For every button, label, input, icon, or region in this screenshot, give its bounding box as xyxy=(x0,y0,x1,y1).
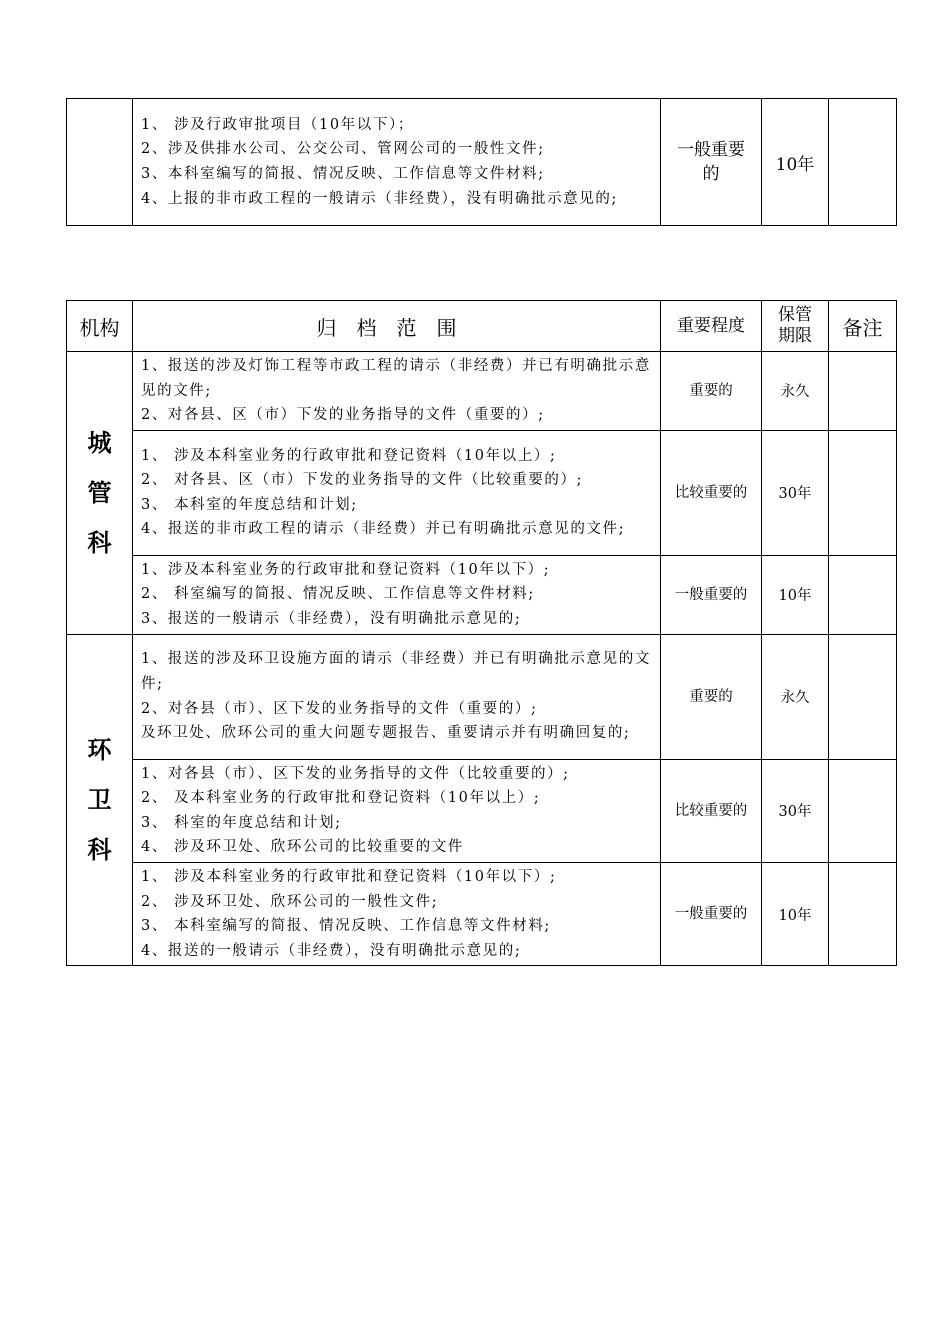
header-row xyxy=(67,301,897,352)
level-cell: 一般重要的 xyxy=(661,862,762,965)
scope-item: 1、 涉及本科室业务的行政审批和登记资料（10年以下）; xyxy=(141,868,557,885)
table-row xyxy=(67,352,897,431)
header-period-cell xyxy=(762,301,829,352)
level-text: 一般重要的 xyxy=(677,140,745,184)
scope-cell xyxy=(133,634,661,759)
scope-item: 4、报送的一般请示（非经费），没有明确批示意见的; xyxy=(141,942,522,959)
period-cell: 30年 xyxy=(762,430,829,555)
scope-cell xyxy=(133,555,661,634)
period-cell: 永久 xyxy=(762,634,829,759)
table-row xyxy=(67,862,897,965)
scope-cell xyxy=(133,862,661,965)
table-row xyxy=(67,634,897,759)
level-cell: 一般重要的 xyxy=(661,555,762,634)
scope-cell xyxy=(133,352,661,431)
level-cell: 比较重要的 xyxy=(661,430,762,555)
scope-item: 2、 涉及环卫处、欣环公司的一般性文件; xyxy=(141,893,439,910)
header-period: 保管期限 xyxy=(778,305,812,346)
scope-cell xyxy=(133,99,661,226)
scope-item: 2、 对各县、区（市）下发的业务指导的文件（比较重要的）; xyxy=(141,472,584,489)
note-cell xyxy=(829,759,897,862)
note-cell xyxy=(829,555,897,634)
scope-item: 4、上报的非市政工程的一般请示（非经费），没有明确批示意见的; xyxy=(141,190,618,207)
scope-item: 2、 及本科室业务的行政审批和登记资料（10年以上）; xyxy=(141,790,541,807)
scope-item: 1、 涉及本科室业务的行政审批和登记资料（10年以上）; xyxy=(141,447,557,464)
scope-item: 4、 涉及环卫处、欣环公司的比较重要的文件 xyxy=(141,839,464,856)
scope-item: 3、 本科室的年度总结和计划; xyxy=(141,496,358,513)
org-name: 环卫科 xyxy=(87,734,112,864)
table-row xyxy=(67,759,897,862)
scope-item: 3、 科室的年度总结和计划; xyxy=(141,814,342,831)
scope-item: 4、报送的非市政工程的请示（非经费）并已有明确批示意见的文件; xyxy=(141,521,626,538)
level-cell xyxy=(661,99,762,226)
org-cell-huanwei xyxy=(67,634,133,966)
note-cell xyxy=(829,99,897,226)
level-cell: 重要的 xyxy=(661,634,762,759)
table-row xyxy=(67,430,897,555)
continuation-table xyxy=(66,98,897,226)
scope-item: 及环卫处、欣环公司的重大问题专题报告、重要请示并有明确回复的; xyxy=(141,725,631,742)
scope-cell xyxy=(133,759,661,862)
note-cell xyxy=(829,634,897,759)
org-cell xyxy=(67,99,133,226)
header-org: 机构 xyxy=(67,301,133,352)
archive-scope-table xyxy=(66,300,897,966)
scope-item: 1、报送的涉及灯饰工程等市政工程的请示（非经费）并已有明确批示意见的文件; xyxy=(141,358,651,399)
scope-cell xyxy=(133,430,661,555)
scope-item: 3、报送的一般请示（非经费），没有明确批示意见的; xyxy=(141,610,522,627)
table-row xyxy=(67,555,897,634)
scope-item: 1、报送的涉及环卫设施方面的请示（非经费）并已有明确批示意见的文件; xyxy=(141,651,651,692)
note-cell xyxy=(829,862,897,965)
scope-item: 1、 涉及行政审批项目（10年以下）； xyxy=(141,116,414,133)
note-cell xyxy=(829,352,897,431)
scope-item: 1、涉及本科室业务的行政审批和登记资料（10年以下）; xyxy=(141,561,551,578)
scope-item: 2、 科室编写的简报、情况反映、工作信息等文件材料; xyxy=(141,586,535,603)
period-text: 10年 xyxy=(775,154,815,175)
org-cell-chengguan xyxy=(67,352,133,635)
scope-item: 3、 本科室编写的简报、情况反映、工作信息等文件材料; xyxy=(141,918,551,935)
org-name: 城管科 xyxy=(87,427,112,557)
header-level: 重要程度 xyxy=(661,301,762,352)
header-note: 备注 xyxy=(829,301,897,352)
scope-item: 3、本科室编写的简报、情况反映、工作信息等文件材料; xyxy=(141,166,545,182)
period-cell: 30年 xyxy=(762,759,829,862)
period-cell: 10年 xyxy=(762,862,829,965)
header-scope: 归档范围 xyxy=(133,301,661,352)
level-cell: 比较重要的 xyxy=(661,759,762,862)
period-cell: 永久 xyxy=(762,352,829,431)
level-cell: 重要的 xyxy=(661,352,762,431)
table-row xyxy=(67,99,897,226)
note-cell xyxy=(829,430,897,555)
scope-item: 2、对各县、区（市）下发的业务指导的文件（重要的）; xyxy=(141,407,545,424)
period-cell xyxy=(762,99,829,226)
scope-item: 2、涉及供排水公司、公交公司、管网公司的一般性文件; xyxy=(141,141,545,158)
scope-item: 2、对各县（市）、区下发的业务指导的文件（重要的）; xyxy=(141,700,538,717)
scope-item: 1、对各县（市）、区下发的业务指导的文件（比较重要的）; xyxy=(141,765,570,782)
period-cell: 10年 xyxy=(762,555,829,634)
